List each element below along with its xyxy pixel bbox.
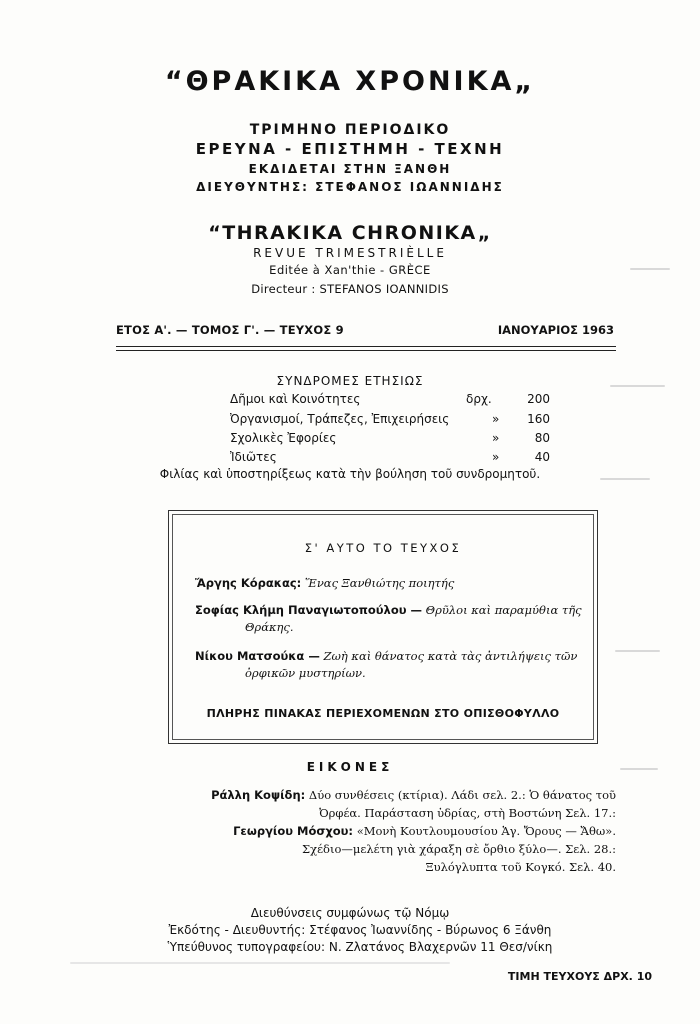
french-title: “THRAKIKA CHRONIKA„: [208, 222, 492, 244]
entry-author: Νίκου Ματσούκα —: [195, 649, 320, 663]
images-text: «Μονὴ Κουτλουμουσίου Ἁγ. Ὄρους — Ἄθω».: [353, 824, 616, 838]
scan-speck: [70, 962, 450, 964]
divider-rule: [116, 346, 616, 347]
greek-subtitle-periodical: ΤΡΙΜΗΝΟ ΠΕΡΙΟΔΙΚΟ: [249, 122, 451, 138]
scan-speck: [630, 268, 670, 270]
contents-box: [168, 510, 598, 744]
entry-work-continuation: ὀρφικῶν μυστηρίων.: [245, 666, 366, 680]
greek-subtitle-fields: ΕΡΕΥΝΑ - ΕΠΙΣΤΗΜΗ - ΤΕΧΝΗ: [195, 140, 505, 158]
images-line: [319, 806, 616, 820]
greek-subtitle-place: ΕΚΔΙΔΕΤΑΙ ΣΤΗΝ ΞΑΝΘΗ: [248, 162, 452, 176]
scan-speck: [615, 650, 660, 652]
issue-price: ΤΙΜΗ ΤΕΥΧΟΥΣ ΔΡΧ. 10: [507, 970, 652, 983]
french-subtitle-director: Directeur : STEFANOS IOANNIDIS: [251, 282, 449, 296]
contents-title: Σ' ΑΥΤΟ ΤΟ ΤΕΥΧΟΣ: [304, 541, 462, 555]
subscription-label: Ὀργανισμοί, Τράπεζες, Ἐπιχειρήσεις: [230, 412, 450, 426]
subscription-row: [230, 392, 550, 409]
subscription-row: [230, 412, 550, 429]
entry-work: Θρῦλοι καὶ παραμύθια τῆς: [425, 603, 582, 617]
subscription-amount: 80: [534, 431, 550, 445]
subscription-prefix: »: [492, 431, 500, 445]
scan-speck: [610, 385, 665, 387]
french-subtitle-revue: REVUE TRIMESTRIÈLLE: [253, 246, 447, 260]
images-line: [211, 788, 616, 802]
images-text: Δύο συνθέσεις (κτίρια). Λάδι σελ. 2.: Ὁ θάνατος τοῦ: [305, 788, 616, 802]
contents-entry: [195, 575, 600, 592]
printer-line: Ὑπεύθυνος τυπογραφείου: Ν. Ζλατάνος Βλαχερνῶν 11 Θεσ/νίκη: [167, 940, 553, 954]
scan-speck: [620, 768, 658, 770]
greek-subtitle-director: ΔΙΕΥΘΥΝΤΗΣ: ΣΤΕΦΑΝΟΣ ΙΩΑΝΝΙΔΗΣ: [196, 180, 504, 194]
entry-author: Ἄργης Κόρακας:: [195, 576, 302, 590]
subscription-label: Ἰδιῶτες: [230, 450, 277, 464]
subscription-row: [230, 431, 550, 448]
subscription-amount: 40: [534, 450, 550, 464]
subscription-prefix: δρχ.: [466, 392, 492, 406]
greek-title: “ΘΡΑΚΙΚΑ ΧΡΟΝΙΚΑ„: [164, 66, 536, 97]
images-line: [425, 860, 616, 874]
french-subtitle-place: Editée à Xan'thie - GRÈCE: [269, 263, 431, 277]
images-text: Σχέδιο—μελέτη γιὰ χάραξη σὲ ὄρθιο ξύλο—. Σελ. 28.:: [301, 842, 616, 856]
images-line: [233, 824, 616, 838]
contents-entry: [195, 648, 600, 682]
images-text: Ξυλόγλυπτα τοῦ Κογκό. Σελ. 40.: [425, 860, 616, 874]
issue-volume: ΕΤΟΣ Α'. — ΤΟΜΟΣ Γ'. — ΤΕΥΧΟΣ 9: [116, 323, 344, 337]
contents-footer: ΠΛΗΡΗΣ ΠΙΝΑΚΑΣ ΠΕΡΙΕΧΟΜΕΝΩΝ ΣΤΟ ΟΠΙΣΘΟΦΥΛΛΟ: [206, 707, 560, 720]
entry-work-continuation: Θράκης.: [245, 620, 294, 634]
images-author: Ράλλη Κοψίδη:: [211, 788, 306, 802]
divider-rule: [116, 350, 616, 351]
entry-work: Ζωὴ καὶ θάνατος κατὰ τὰς ἀντιλήψεις τῶν: [323, 649, 578, 663]
subscription-label: Δῆμοι καὶ Κοινότητες: [230, 392, 361, 406]
publisher-line: Ἐκδότης - Διευθυντής: Στέφανος Ἰωαννίδης - Βύρωνος 6 Ξάνθη: [168, 923, 552, 937]
entry-work: Ἕνας Ξανθιώτης ποιητής: [304, 576, 455, 590]
subscription-prefix: »: [492, 450, 500, 464]
subscription-amount: 160: [527, 412, 550, 426]
images-text: Ὀρφέα. Παράσταση ὑδρίας, στὴ Βοστώνη Σελ. 17.:: [319, 806, 616, 820]
subscriptions-note: Φιλίας καὶ ὑποστηρίξεως κατὰ τὴν βούληση τοῦ συνδρομητοῦ.: [159, 467, 541, 481]
subscription-prefix: »: [492, 412, 500, 426]
subscription-label: Σχολικὲς Ἐφορίες: [230, 431, 337, 445]
images-line: [302, 842, 616, 856]
subscription-row: [230, 450, 550, 467]
legal-addresses-title: Διευθύνσεις συμφώνως τῷ Νόμῳ: [250, 906, 450, 920]
contents-entry: [195, 602, 600, 636]
images-author: Γεωργίου Μόσχου:: [233, 824, 354, 838]
subscriptions-title: ΣΥΝΔΡΟΜΕΣ ΕΤΗΣΙΩΣ: [276, 374, 424, 388]
entry-author: Σοφίας Κλήμη Παναγιωτοπούλου —: [195, 603, 423, 617]
issue-date: ΙΑΝΟΥΑΡΙΟΣ 1963: [497, 323, 614, 337]
images-title: ΕΙΚΟΝΕΣ: [306, 760, 394, 774]
scan-speck: [600, 478, 650, 480]
subscription-amount: 200: [527, 392, 550, 406]
